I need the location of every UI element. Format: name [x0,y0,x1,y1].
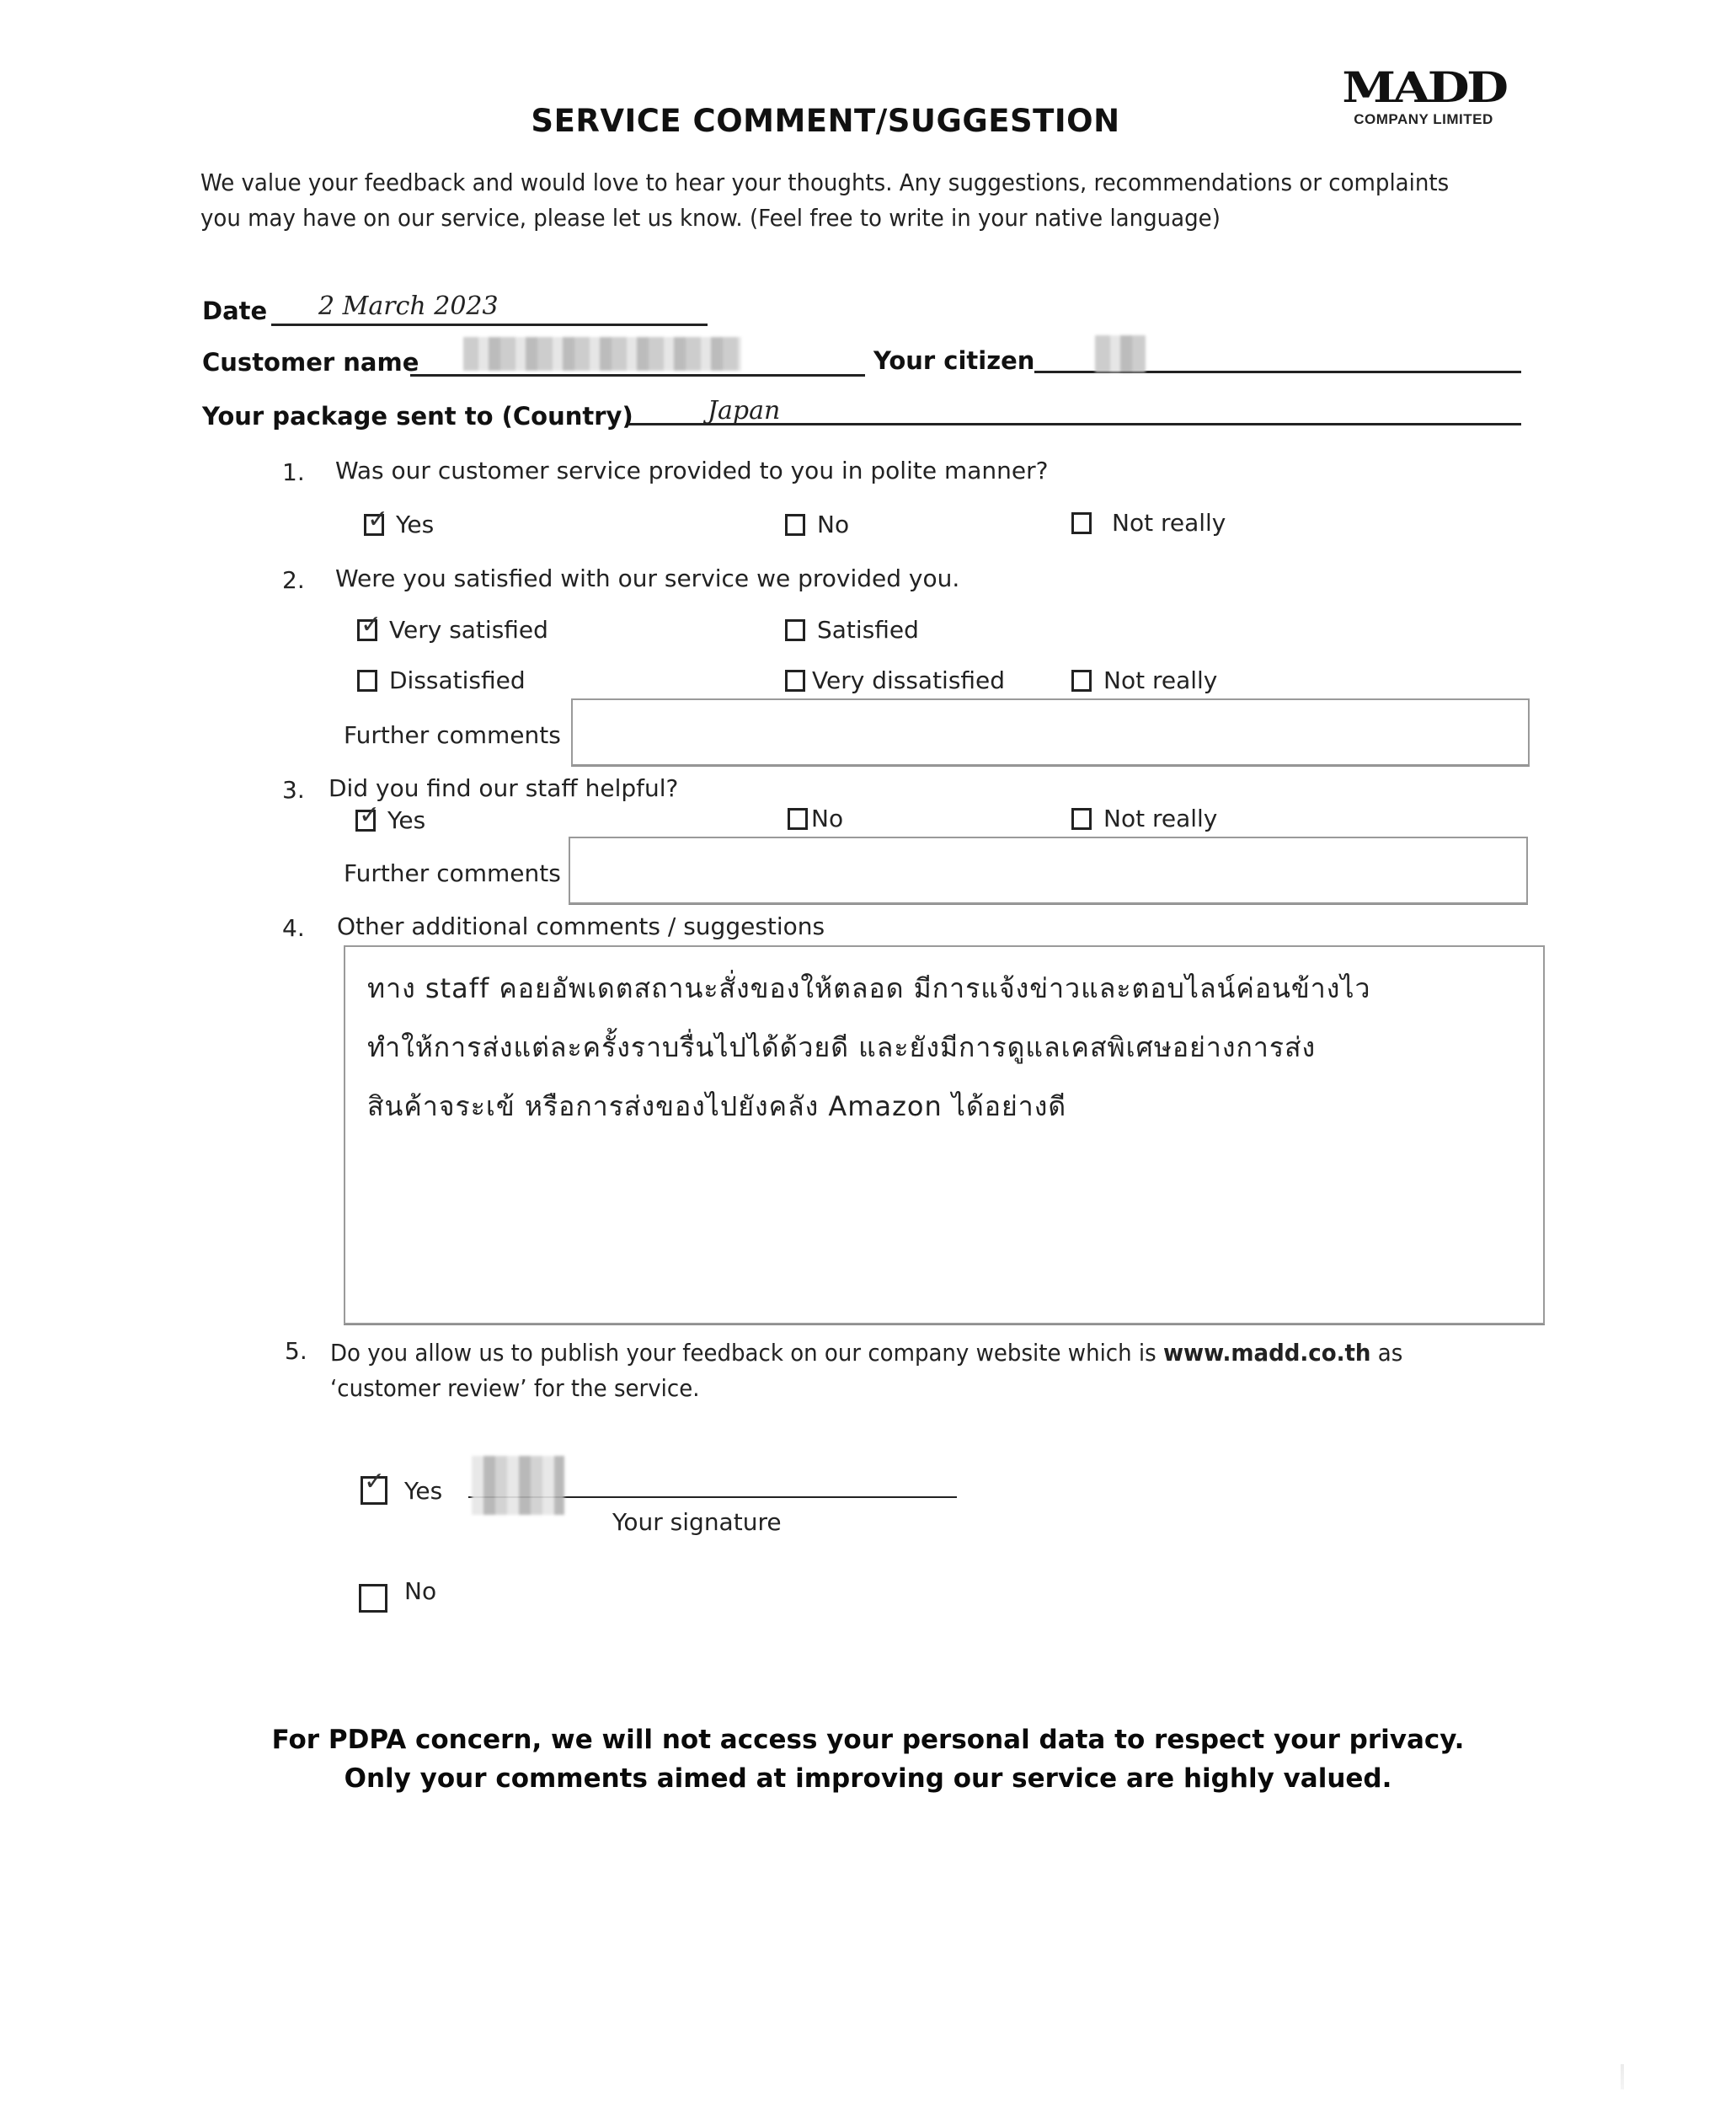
checkbox-icon[interactable] [357,670,377,692]
checkbox-checked-icon[interactable] [364,514,384,536]
option-label: Satisfied [817,616,919,644]
q5-option-yes[interactable] [361,1476,442,1505]
option-label: Very dissatisfied [812,666,1006,694]
option-label: Not really [1103,666,1218,694]
question-5-text [330,1335,1474,1406]
question-2-number: 2. [282,566,305,594]
question-5-number: 5. [285,1337,307,1365]
q2-option-satisfied[interactable] [785,616,919,644]
pdpa-notice-line-2: Only your comments aimed at improving our service are highly valued. [344,1763,1392,1794]
comment-line: ทาง staff คอยอัพเดตสถานะสั่งของให้ตลอด มีการแจ้งข่าวและตอบไลน์ค่อนข้างไว [367,972,1371,1004]
checkbox-icon[interactable] [1071,512,1092,534]
q2-option-very-dissatisfied[interactable] [785,666,1005,694]
logo-mark: MADD [1341,62,1506,112]
form-intro: We value your feedback and would love to hear your thoughts. Any suggestions, recommendations or complaints you may have on our service, please let us know. (Feel free to write in your native language) [200,169,1450,232]
q2-option-very-satisfied[interactable] [357,616,548,644]
checkbox-checked-icon[interactable] [355,810,376,832]
q3-option-no[interactable] [788,805,843,832]
comment-line: สินค้าจระเข้ หรือการส่งของไปยังคลัง Amazon ได้อย่างดี [367,1090,1067,1122]
company-website-link[interactable]: www.madd.co.th [1162,1339,1371,1367]
additional-comments-field[interactable] [344,945,1545,1324]
signature-value-redacted[interactable] [472,1456,564,1515]
date-line [271,324,708,326]
question-3-number: 3. [282,776,305,804]
q3-further-comments-label: Further comments [344,859,561,887]
checkbox-icon[interactable] [788,808,808,830]
citizen-value-redacted[interactable] [1095,335,1146,372]
option-label: Not really [1112,509,1226,537]
option-label: No [817,511,850,538]
checkbox-icon[interactable] [785,619,805,641]
q1-option-no[interactable] [785,511,849,538]
question-3-text: Did you find our staff helpful? [329,774,679,802]
customer-name-value-redacted[interactable] [463,337,741,371]
comment-line: ทำให้การส่งแต่ละครั้งราบรื่นไปได้ด้วยดี และยังมีการดูแลเคสพิเศษอย่างการส่ง [367,1031,1317,1063]
q2-further-comments-field[interactable] [571,698,1530,766]
option-label: No [811,805,844,832]
checkbox-icon[interactable] [359,1584,387,1613]
checkbox-icon[interactable] [1071,670,1092,692]
customer-name-line [410,374,865,377]
checkbox-icon[interactable] [785,670,805,692]
option-label: Dissatisfied [389,666,526,694]
option-label: Yes [396,511,435,538]
question-4-text: Other additional comments / suggestions [337,912,825,940]
checkbox-checked-icon[interactable] [357,619,377,641]
logo-subtitle: COMPANY LIMITED [1354,111,1493,127]
form-title: SERVICE COMMENT/SUGGESTION [531,103,1120,139]
checkbox-icon[interactable] [1071,808,1092,830]
signature-label: Your signature [612,1508,782,1536]
question-5-text-before: Do you allow us to publish your feedback on our company website which is [330,1339,1163,1367]
option-label: Yes [404,1476,443,1505]
question-2-text: Were you satisfied with our service we provided you. [335,564,960,592]
q2-option-not-really[interactable] [1071,666,1217,694]
q5-option-no[interactable] [359,1577,436,1613]
scan-artifact [1621,2064,1624,2089]
pdpa-notice-line-1: For PDPA concern, we will not access your personal data to respect your privacy. [271,1725,1465,1755]
q2-option-dissatisfied[interactable] [357,666,526,694]
date-label: Date [202,297,268,325]
q1-option-yes[interactable] [364,511,434,538]
option-label: Very satisfied [389,616,548,644]
q2-further-comments-label: Further comments [344,721,561,749]
q1-option-not-really[interactable] [1071,509,1226,537]
checkbox-icon[interactable] [785,514,805,536]
question-5-text-after: as ‘customer review’ for the service. [330,1339,1403,1402]
customer-name-label: Customer name [202,348,419,377]
checkbox-checked-icon[interactable] [361,1476,387,1505]
q3-option-yes[interactable] [355,806,425,834]
q3-option-not-really[interactable] [1071,805,1217,832]
country-label: Your package sent to (Country) [202,402,633,431]
q3-further-comments-field[interactable] [569,837,1528,904]
question-1-text: Was our customer service provided to you in polite manner? [335,457,1049,484]
option-label: Yes [387,806,426,834]
date-value[interactable]: 2 March 2023 [318,292,499,321]
option-label: Not really [1103,805,1218,832]
option-label: No [404,1577,437,1605]
question-4-number: 4. [282,914,305,942]
additional-comments-text [367,959,1538,1136]
country-value[interactable]: Japan [708,396,781,425]
question-1-number: 1. [282,458,305,486]
citizen-label: Your citizen [873,346,1035,375]
